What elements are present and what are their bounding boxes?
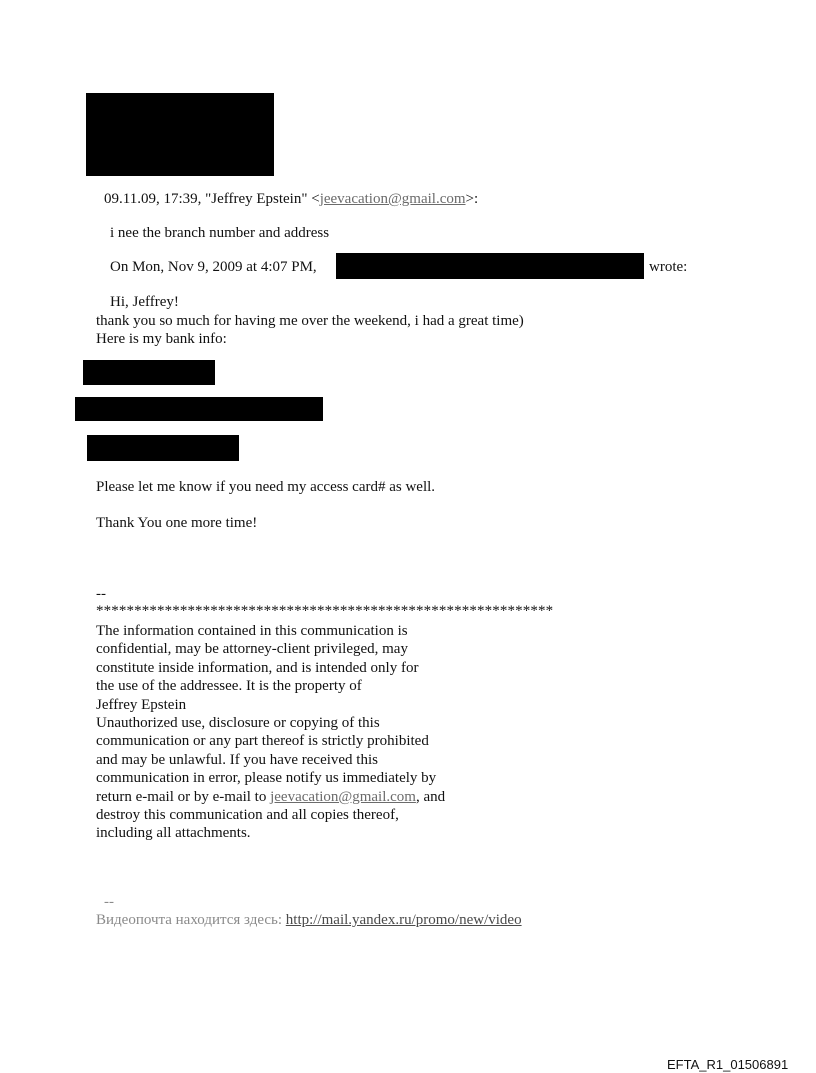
disclaimer-line-email [96,788,445,806]
redaction-bank-line-1 [83,360,215,385]
disclaimer-line: communication in error, please notify us immediately by [96,770,437,787]
document-id: EFTA_R1_01506891 [667,1057,789,1072]
yandex-label: Видеопочта находится здесь: [96,912,283,928]
email-header [104,190,478,208]
yandex-dashes: -- [104,894,114,910]
quoted-intro-suffix: wrote: [649,259,688,275]
quoted-line-access-card: Please let me know if you need my access card# as well. [96,479,436,495]
disclaimer-email-prefix: return e-mail or by e-mail to [96,788,267,805]
sender-email-link[interactable]: jeevacation@gmail.com [319,191,466,207]
quoted-line-thanks: thank you so much for having me over the weekend, i had a great time) [96,313,524,329]
email-header-prefix: 09.11.09, 17:39, "Jeffrey Epstein" < [104,191,320,207]
disclaimer-line: and may be unlawful. If you have received this [96,751,378,768]
quoted-intro-prefix: On Mon, Nov 9, 2009 at 4:07 PM, [110,259,317,275]
signature-stars: ************************************************************ [96,603,554,619]
email-header-suffix: >: [465,191,479,207]
yandex-footer [96,911,522,929]
redaction-bank-line-2 [75,397,323,421]
disclaimer-line: destroy this communication and all copies thereof, [96,806,399,823]
disclaimer-email-suffix: , and [415,788,446,805]
signature-dashes: -- [96,586,106,602]
disclaimer-line: The information contained in this communication is [96,623,408,639]
quoted-line-thank-you: Thank You one more time! [96,515,258,531]
disclaimer-line: Jeffrey Epstein [96,696,187,713]
redaction-header-block [86,93,274,176]
redaction-bank-line-3 [87,435,239,461]
disclaimer-line: confidential, may be attorney-client privileged, may [96,641,408,658]
disclaimer-line: the use of the addressee. It is the property of [96,678,362,695]
quoted-greeting: Hi, Jeffrey! [110,294,179,310]
quoted-line-bank-info: Here is my bank info: [96,331,227,347]
reply-text: i nee the branch number and address [110,225,330,241]
disclaimer-line: communication or any part thereof is strictly prohibited [96,733,429,750]
disclaimer-line: constitute inside information, and is intended only for [96,659,419,676]
disclaimer-email-link[interactable]: jeevacation@gmail.com [270,788,416,805]
yandex-video-link[interactable]: http://mail.yandex.ru/promo/new/video [285,912,522,928]
confidentiality-disclaimer [96,622,445,843]
redaction-sender-name [336,253,644,279]
disclaimer-line: Unauthorized use, disclosure or copying of this [96,714,380,731]
disclaimer-line: including all attachments. [96,825,251,842]
